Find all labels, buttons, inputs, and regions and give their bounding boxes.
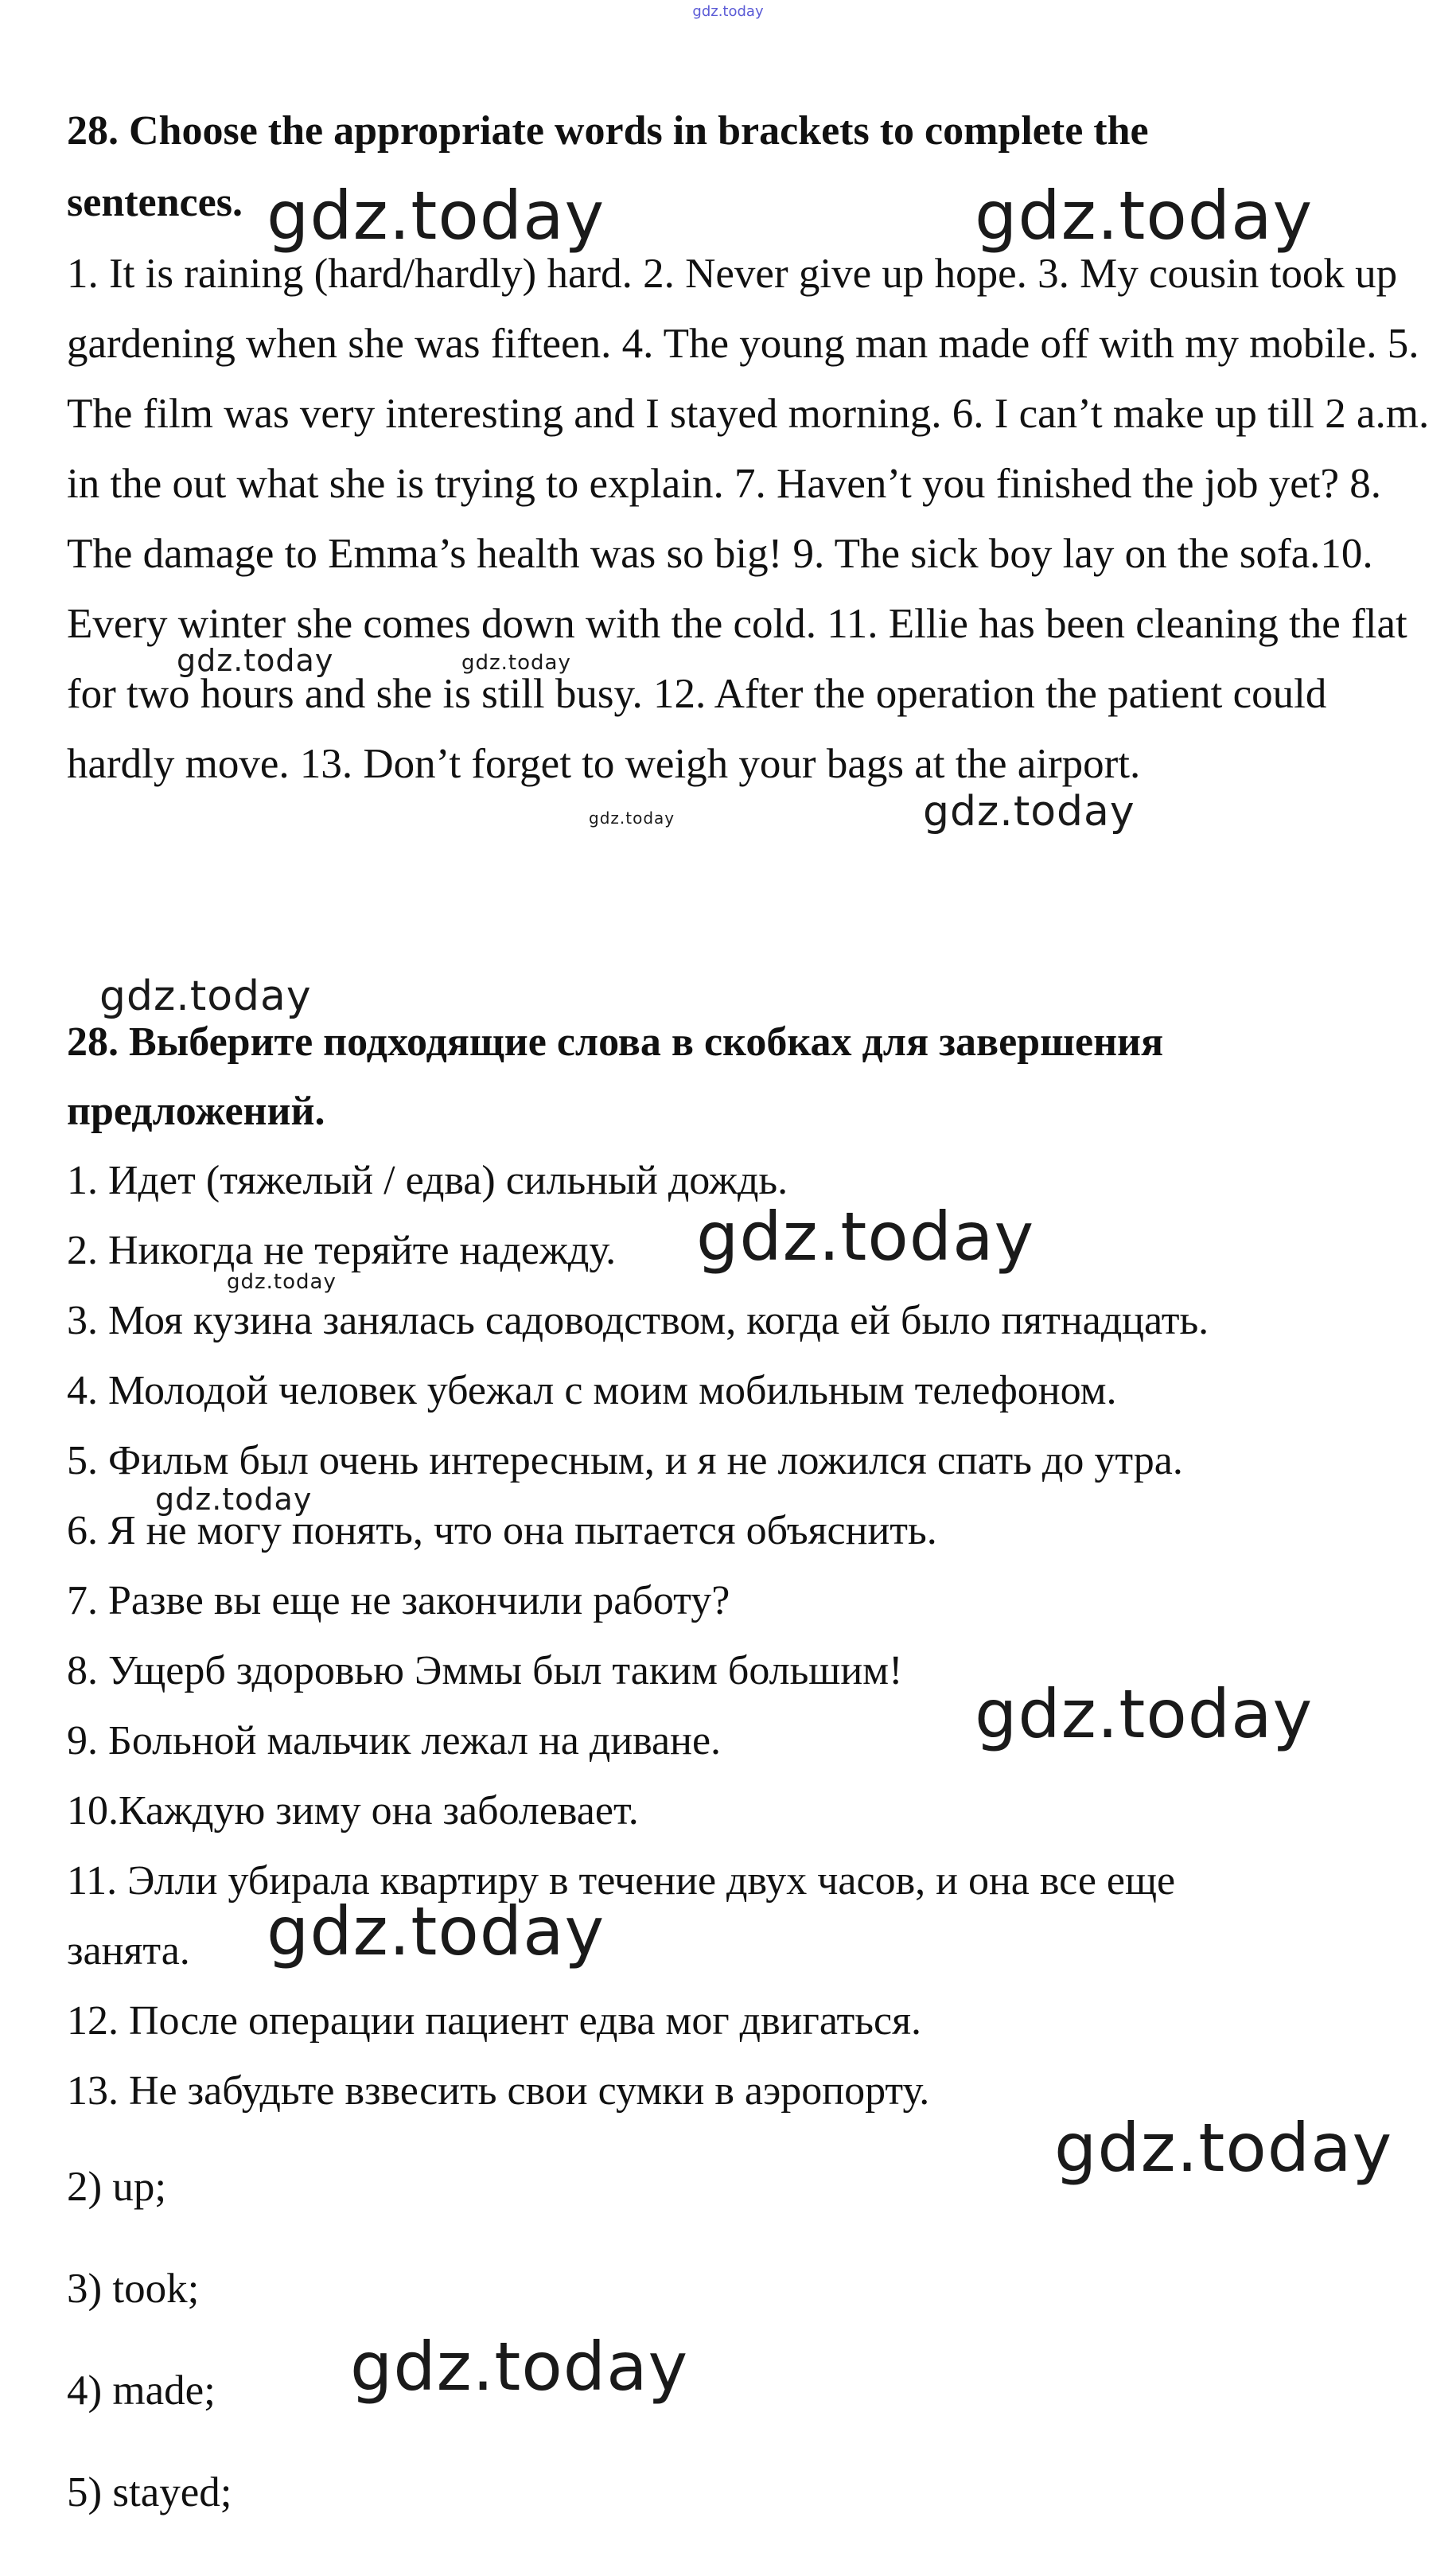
russian-sentence: 4. Молодой человек убежал с моим мобильным телефоном.: [67, 1368, 1117, 1413]
answer-item: 3) took;: [67, 2266, 200, 2312]
russian-sentence: 11. Элли убирала квартиру в течение двух часов, и она все еще: [67, 1858, 1176, 1904]
russian-sentence: 12. После операции пациент едва мог двигаться.: [67, 1998, 921, 2044]
english-exercise-text: 1. It is raining (hard/hardly) hard. 2. Never give up hope. 3. My cousin took up gardening when she was fifteen. 4. The young man made off with my mobile. 5. The film was very interesting and I stayed morning. 6. I can’t make up till 2 a.m. in the out what she is trying to explain. 7. Haven’t you finished the job yet? 8. The damage to Emma’s health was so big! 9. The sick boy lay on the sofa.10. Every winter she comes down with the cold. 11. Ellie has been cleaning the flat for two hours and she is still busy. 12. After the operation the patient could hardly move. 13. Don’t forget to weigh your bags at the airport.: [67, 251, 1430, 787]
russian-sentence: 9. Больной мальчик лежал на диване.: [67, 1718, 722, 1763]
russian-sentence: занята.: [67, 1928, 190, 1974]
russian-sentence: 10.Каждую зиму она заболевает.: [67, 1788, 639, 1833]
russian-sentence: 13. Не забудьте взвесить свои сумки в аэропорту.: [67, 2068, 930, 2114]
watermark: gdz.today: [975, 1675, 1314, 1753]
russian-sentence: 5. Фильм был очень интересным, и я не ложился спать до утра.: [67, 1438, 1183, 1483]
watermark: gdz.today: [1054, 2109, 1393, 2187]
answer-item: 4) made;: [67, 2367, 216, 2414]
russian-sentence: 2. Никогда не теряйте надежду.: [67, 1228, 617, 1273]
watermark: gdz.today: [177, 643, 334, 678]
watermark: gdz.today: [350, 2328, 689, 2406]
answer-item: 2) up;: [67, 2164, 167, 2210]
watermark: gdz.today: [696, 1198, 1035, 1276]
russian-sentence: 8. Ущерб здоровью Эммы был таким большим!: [67, 1648, 903, 1693]
english-heading-line1: 28. Choose the appropriate words in brackets to complete the: [67, 108, 1149, 154]
english-heading-line2: sentences.: [67, 180, 243, 225]
answer-item: 5) stayed;: [67, 2469, 232, 2515]
watermark: gdz.today: [155, 1482, 313, 1517]
watermark: gdz.today: [923, 788, 1135, 836]
watermark: gdz.today: [461, 651, 571, 675]
russian-sentence: 7. Разве вы еще не закончили работу?: [67, 1578, 730, 1623]
watermark: gdz.today: [589, 809, 675, 828]
watermark: gdz.today: [227, 1270, 337, 1294]
russian-sentence: 6. Я не могу понять, что она пытается объяснить.: [67, 1508, 937, 1553]
watermark: gdz.today: [267, 177, 605, 255]
site-mark: gdz.today: [692, 3, 764, 20]
watermark: gdz.today: [99, 972, 312, 1020]
watermark: gdz.today: [267, 1892, 605, 1970]
russian-sentence: 1. Идет (тяжелый / едва) сильный дождь.: [67, 1158, 788, 1203]
russian-heading-line2: предложений.: [67, 1089, 325, 1134]
watermark: gdz.today: [975, 177, 1314, 255]
russian-sentence: 3. Моя кузина занялась садоводством, когда ей было пятнадцать.: [67, 1298, 1209, 1343]
russian-heading-line1: 28. Выберите подходящие слова в скобках для завершения: [67, 1019, 1164, 1065]
